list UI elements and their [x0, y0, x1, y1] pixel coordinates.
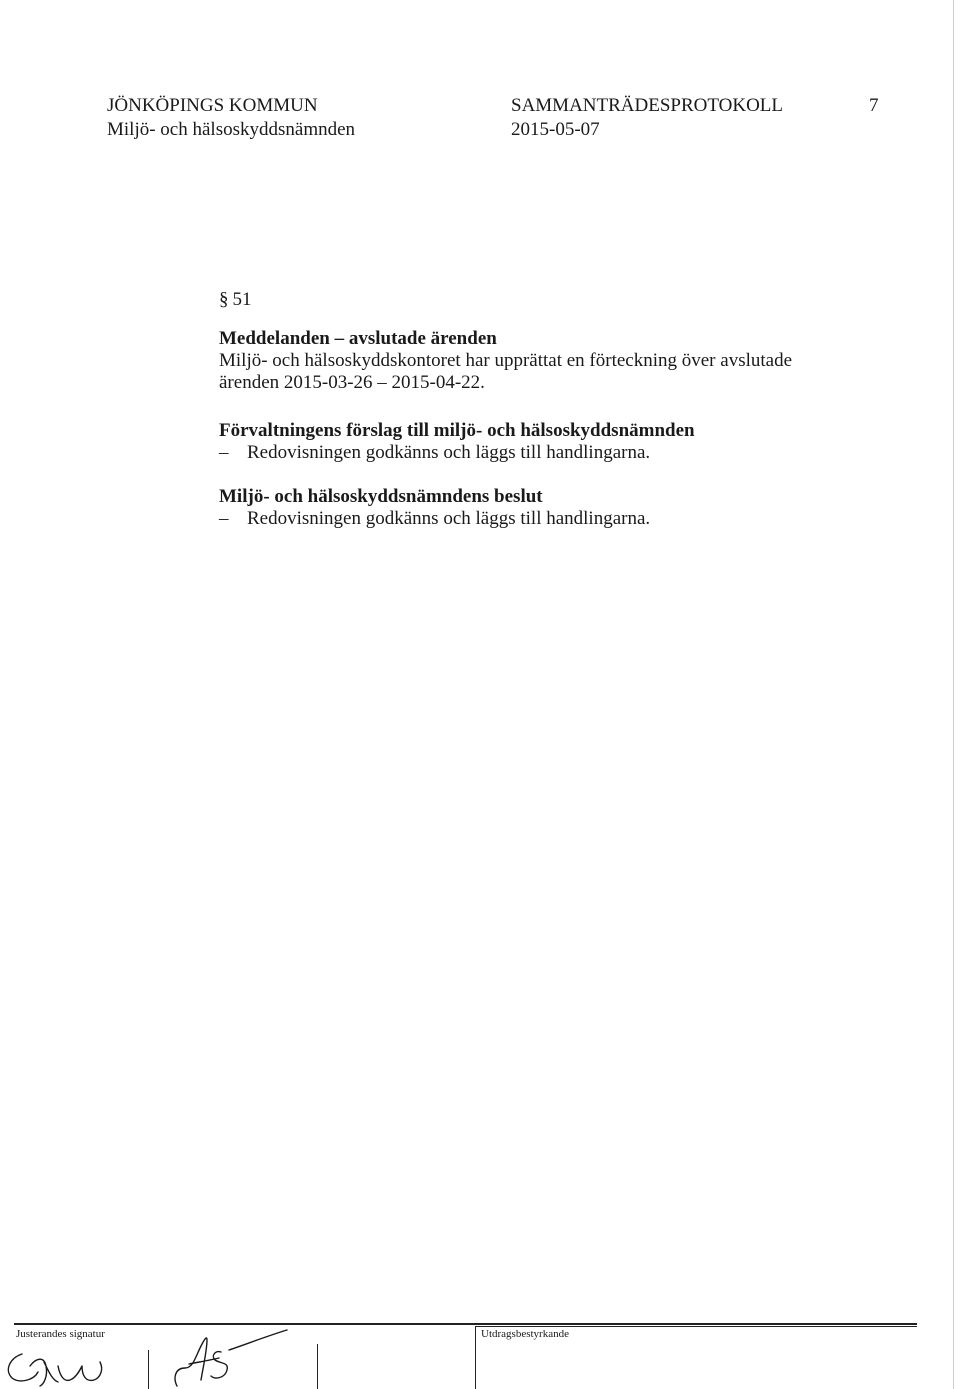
signature-divider-1 [148, 1350, 149, 1389]
header-date: 2015-05-07 [511, 119, 600, 140]
section-number [219, 289, 252, 311]
footer-rule-right [475, 1326, 917, 1327]
section-number-value: 51 [232, 289, 252, 310]
signature-divider-2 [317, 1344, 318, 1389]
forslag-dash: – [219, 442, 229, 463]
meddelanden-heading: Meddelanden – avslutade ärenden [219, 328, 497, 349]
forslag-heading: Förvaltningens förslag till miljö- och hälsoskyddsnämnden [219, 420, 695, 441]
page-edge-line [953, 0, 954, 1389]
justerandes-signatur-label: Justerandes signatur [16, 1328, 105, 1340]
header-right [511, 94, 783, 142]
utdragsbestyrkande-label: Utdragsbestyrkande [481, 1328, 569, 1340]
header-committee: Miljö- och hälsoskyddsnämnden [107, 119, 356, 140]
beslut-dash: – [219, 508, 229, 529]
signature-divider-3 [475, 1326, 476, 1389]
section-symbol: § [219, 289, 229, 310]
meddelanden-line-2: ärenden 2015-03-26 – 2015-04-22. [219, 372, 485, 393]
handwritten-signature-2 [155, 1328, 295, 1389]
forslag-item [219, 442, 695, 464]
header-left [107, 94, 355, 142]
header-org: JÖNKÖPINGS KOMMUN [107, 95, 318, 116]
handwritten-signature-1 [0, 1336, 110, 1389]
page-number: 7 [869, 95, 879, 116]
header-doc-type: SAMMANTRÄDESPROTOKOLL [511, 95, 784, 116]
beslut-item-text: Redovisningen godkänns och läggs till handlingarna. [247, 508, 651, 529]
beslut-heading: Miljö- och hälsoskyddsnämndens beslut [219, 486, 543, 507]
forslag-item-text: Redovisningen godkänns och läggs till handlingarna. [247, 442, 651, 463]
paragraph-beslut [219, 486, 650, 530]
paragraph-forslag [219, 420, 695, 464]
footer-rule [14, 1323, 917, 1325]
beslut-item [219, 508, 650, 530]
meddelanden-line-1: Miljö- och hälsoskyddskontoret har upprättat en förteckning över avslutade [219, 350, 793, 371]
paragraph-meddelanden [219, 328, 792, 394]
